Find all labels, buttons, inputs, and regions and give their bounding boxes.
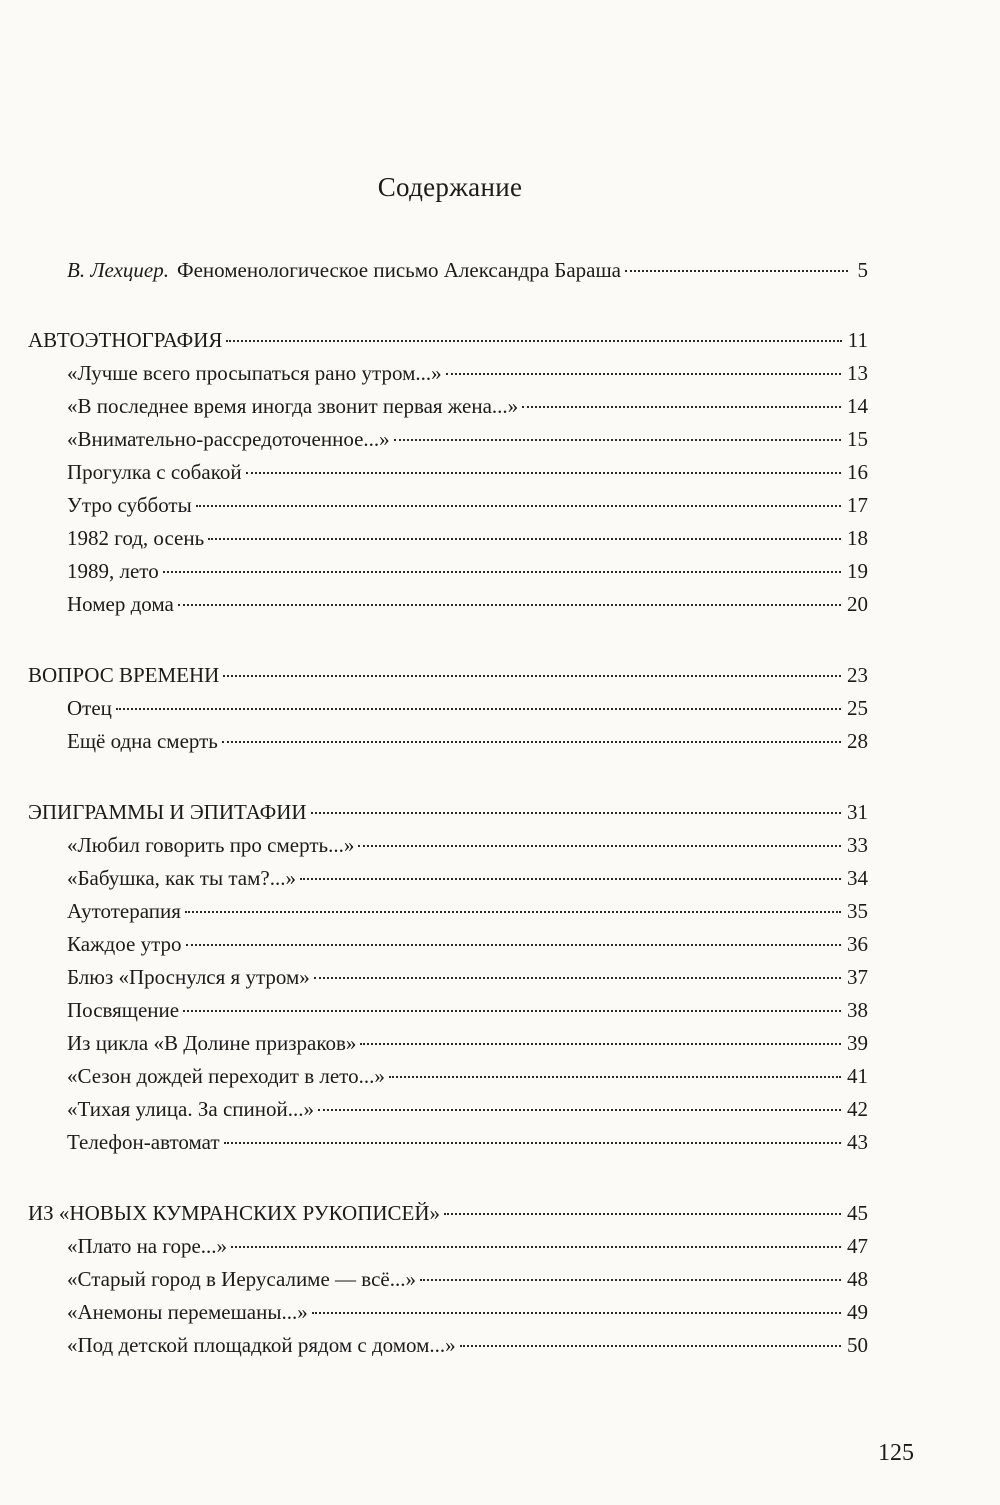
toc-entry-label: Каждое утро xyxy=(67,932,182,956)
dot-leader xyxy=(446,373,841,375)
page-number: 38 xyxy=(847,998,868,1022)
dot-leader xyxy=(314,977,841,979)
toc-entry-label: «Любил говорить про смерть...» xyxy=(67,833,355,857)
toc-entry-label: Номер дома xyxy=(67,592,174,616)
toc-entry-label: «Сезон дождей переходит в лето...» xyxy=(67,1064,385,1088)
toc-entry xyxy=(28,1093,868,1126)
toc-sections xyxy=(28,324,868,1362)
toc-section xyxy=(28,1197,868,1362)
page-number: 13 xyxy=(847,361,868,385)
toc-entry-label: «Плато на горе...» xyxy=(67,1234,228,1258)
toc-entry xyxy=(28,1329,868,1362)
table-of-contents xyxy=(28,254,868,1362)
toc-entry-label: «Анемоны перемешаны...» xyxy=(67,1300,308,1324)
dot-leader xyxy=(389,1076,841,1078)
page-number: 31 xyxy=(847,800,868,824)
toc-section-heading xyxy=(28,324,868,357)
page-number: 23 xyxy=(847,663,868,687)
toc-entry xyxy=(28,994,868,1027)
page-number: 15 xyxy=(847,427,868,451)
page-number: 33 xyxy=(847,833,868,857)
toc-entry-label: ВОПРОС ВРЕМЕНИ xyxy=(28,663,220,687)
toc-entry xyxy=(28,961,868,994)
toc-entry xyxy=(28,1126,868,1159)
page-number: 48 xyxy=(847,1267,868,1291)
page-title: Содержание xyxy=(377,172,523,202)
page-number: 25 xyxy=(847,696,868,720)
toc-entry xyxy=(28,390,868,423)
toc-section-heading xyxy=(28,1197,868,1230)
page-number: 28 xyxy=(847,729,868,753)
page-number: 45 xyxy=(847,1201,868,1225)
toc-entry xyxy=(28,829,868,862)
dot-leader xyxy=(224,1142,841,1144)
toc-entry-label: «Старый город в Иерусалиме — всё...» xyxy=(67,1267,416,1291)
folio-page-number: 125 xyxy=(878,1440,914,1466)
dot-leader xyxy=(420,1279,841,1281)
dot-leader xyxy=(522,406,841,408)
dot-leader xyxy=(460,1345,841,1347)
toc-preface-entry xyxy=(28,254,868,287)
dot-leader xyxy=(231,1246,841,1248)
toc-entry-label xyxy=(67,254,621,287)
dot-leader xyxy=(208,538,841,540)
toc-section xyxy=(28,659,868,758)
toc-entry-label: Отец xyxy=(67,696,112,720)
toc-entry xyxy=(28,357,868,390)
toc-entry-label: «В последнее время иногда звонит первая жена...» xyxy=(67,394,519,418)
toc-entry-label: Блюз «Проснулся я утром» xyxy=(67,965,310,989)
dot-leader xyxy=(222,741,841,743)
toc-entry xyxy=(28,456,868,489)
dot-leader xyxy=(226,340,841,342)
page-number: 50 xyxy=(847,1333,868,1357)
toc-section-heading xyxy=(28,659,868,692)
toc-entry-label: ЭПИГРАММЫ И ЭПИТАФИИ xyxy=(28,800,307,824)
dot-leader xyxy=(311,812,841,814)
toc-entry-label: ИЗ «НОВЫХ КУМРАНСКИХ РУКОПИСЕЙ» xyxy=(28,1201,441,1225)
toc-entry xyxy=(28,423,868,456)
toc-entry xyxy=(28,588,868,621)
toc-entry xyxy=(28,862,868,895)
page-number: 16 xyxy=(847,460,868,484)
page-number: 37 xyxy=(847,965,868,989)
preface-title: Феноменологическое письмо Александра Бараша xyxy=(177,258,621,282)
toc-entry xyxy=(28,1296,868,1329)
toc-entry-label: Посвящение xyxy=(67,998,180,1022)
page-number: 18 xyxy=(847,526,868,550)
dot-leader xyxy=(223,675,841,677)
toc-entry xyxy=(28,1263,868,1296)
toc-entry-label: АВТОЭТНОГРАФИЯ xyxy=(28,328,223,352)
toc-section xyxy=(28,796,868,1159)
toc-entry xyxy=(28,522,868,555)
toc-entry-label: Из цикла «В Долине призраков» xyxy=(67,1031,357,1055)
toc-entry-label: «Под детской площадкой рядом с домом...» xyxy=(67,1333,456,1357)
dot-leader xyxy=(185,911,841,913)
toc-entry xyxy=(28,1230,868,1263)
page-number: 43 xyxy=(847,1130,868,1154)
page-number: 34 xyxy=(847,866,868,890)
dot-leader xyxy=(625,270,848,272)
page-number: 35 xyxy=(847,899,868,923)
toc-section-heading xyxy=(28,796,868,829)
toc-entry xyxy=(28,895,868,928)
dot-leader xyxy=(116,708,841,710)
dot-leader xyxy=(196,505,841,507)
toc-entry-label: «Внимательно-рассредоточенное...» xyxy=(67,427,390,451)
preface-author: В. Лехциер. xyxy=(67,258,169,282)
toc-entry xyxy=(28,928,868,961)
page-number: 42 xyxy=(847,1097,868,1121)
page-number: 17 xyxy=(847,493,868,517)
toc-entry xyxy=(28,1027,868,1060)
page-number: 11 xyxy=(847,328,868,352)
dot-leader xyxy=(358,845,841,847)
toc-entry xyxy=(28,489,868,522)
toc-entry-label: Прогулка с собакой xyxy=(67,460,242,484)
toc-entry-label: 1982 год, осень xyxy=(67,526,205,550)
toc-entry-label: «Тихая улица. За спиной...» xyxy=(67,1097,314,1121)
dot-leader xyxy=(312,1312,841,1314)
toc-entry-label: 1989, лето xyxy=(67,559,159,583)
dot-leader xyxy=(178,604,841,606)
dot-leader xyxy=(444,1213,841,1215)
page-number: 41 xyxy=(847,1064,868,1088)
dot-leader xyxy=(183,1010,841,1012)
toc-entry xyxy=(28,725,868,758)
toc-entry-label: Утро субботы xyxy=(67,493,192,517)
toc-entry-label: Телефон-автомат xyxy=(67,1130,220,1154)
dot-leader xyxy=(394,439,841,441)
toc-entry xyxy=(28,555,868,588)
toc-entry-label: Аутотерапия xyxy=(67,899,181,923)
dot-leader xyxy=(246,472,841,474)
page-number: 14 xyxy=(847,394,868,418)
page-number: 47 xyxy=(847,1234,868,1258)
toc-entry-label: Ещё одна смерть xyxy=(67,729,218,753)
toc-entry xyxy=(28,692,868,725)
page-number: 49 xyxy=(847,1300,868,1324)
page-number: 39 xyxy=(847,1031,868,1055)
dot-leader xyxy=(300,878,841,880)
page-number: 5 xyxy=(857,258,868,282)
toc-entry-label: «Лучше всего просыпаться рано утром...» xyxy=(67,361,442,385)
page-number: 19 xyxy=(847,559,868,583)
dot-leader xyxy=(163,571,841,573)
dot-leader xyxy=(360,1043,841,1045)
dot-leader xyxy=(186,944,841,946)
toc-section xyxy=(28,324,868,621)
page-number: 20 xyxy=(847,592,868,616)
dot-leader xyxy=(318,1109,841,1111)
toc-entry xyxy=(28,1060,868,1093)
toc-entry-label: «Бабушка, как ты там?...» xyxy=(67,866,296,890)
page-number: 36 xyxy=(847,932,868,956)
